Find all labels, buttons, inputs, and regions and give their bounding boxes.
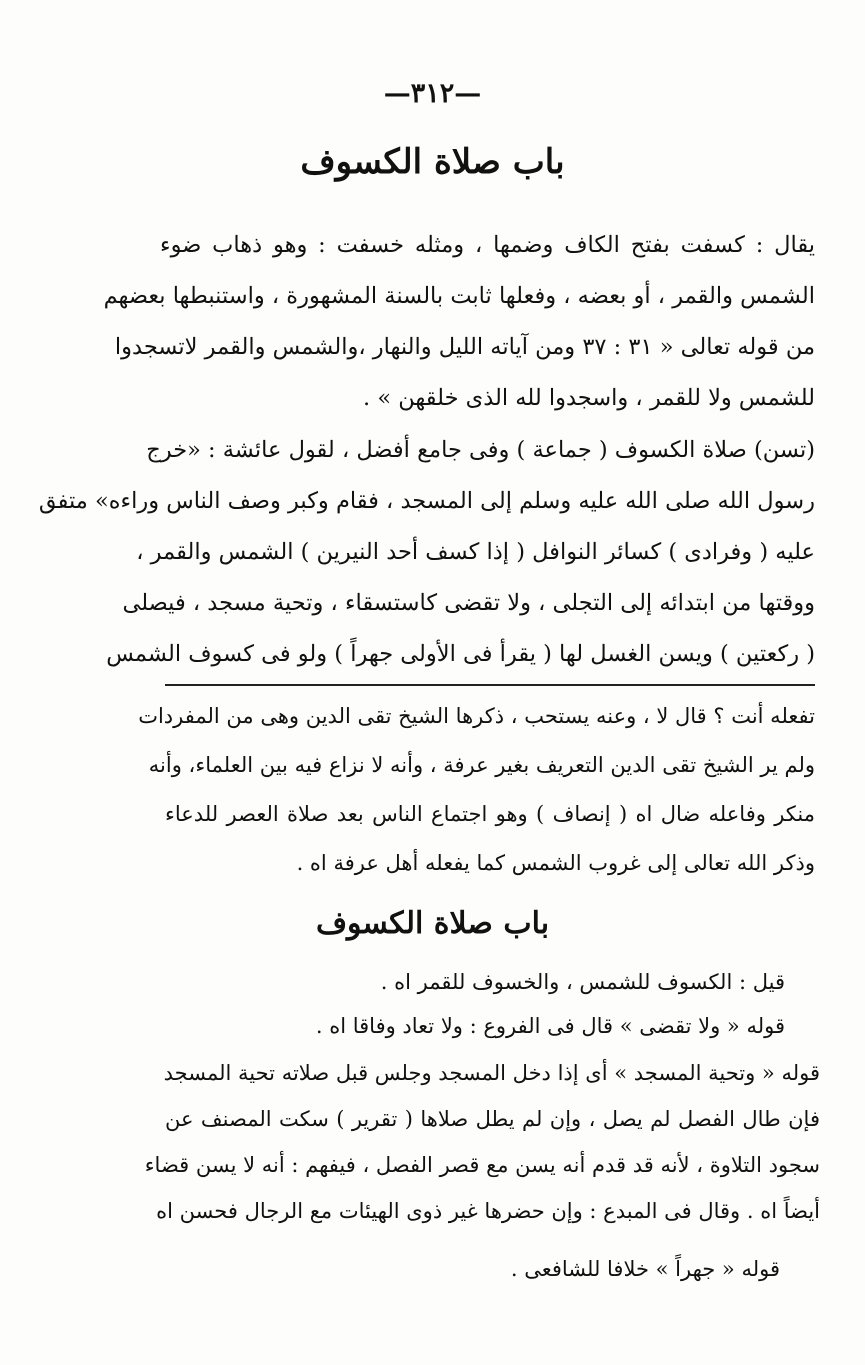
text-line: من قوله تعالى « ٣١ : ٣٧ ومن آياته الليل والنهار ،والشمس والقمر لاتسجدوا [114, 334, 815, 360]
footnote-line: قوله « جهراً » خلافا للشافعى . [510, 1257, 780, 1281]
text-line: ( ركعتين ) ويسن الغسل لها ( يقرأ فى الأولى جهراً ) ولو فى كسوف الشمس [106, 641, 815, 667]
page-number: —٣١٢— [383, 78, 482, 109]
footnote-line: منكر وفاعله ضال اه ( إنصاف ) وهو اجتماع الناس بعد صلاة العصر للدعاء [165, 802, 815, 826]
text-line: رسول الله صلى الله عليه وسلم إلى المسجد ، فقام وكبر وصف الناس وراءه» متفق [38, 488, 815, 514]
footnote-line: تفعله أنت ؟ قال لا ، وعنه يستحب ، ذكرها الشيخ تقى الدين وهى من المفردات [138, 704, 815, 728]
text-line: عليه ( وفرادى ) كسائر النوافل ( إذا كسف أحد النيرين ) الشمس والقمر ، [136, 539, 815, 565]
footnote-line: ولم ير الشيخ تقى الدين التعريف بغير عرفة ، وأنه لا نزاع فيه بين العلماء، وأنه [148, 753, 815, 777]
text-line: الشمس والقمر ، أو بعضه ، وفعلها ثابت بالسنة المشهورة ، واستنبطها بعضهم [103, 283, 815, 309]
footnote-line: قوله « ولا تقضى » قال فى الفروع : ولا تعاد وفاقا اه . [315, 1014, 785, 1038]
text-line: (تسن) صلاة الكسوف ( جماعة ) وفى جامع أفضل ، لقول عائشة : «خرج [146, 437, 815, 463]
footnote-section-heading: باب صلاة الكسوف [315, 906, 550, 941]
text-line: ووقتها من ابتدائه إلى التجلى ، ولا تقضى كاستسقاء ، وتحية مسجد ، فيصلى [122, 590, 815, 616]
chapter-title: باب صلاة الكسوف [300, 142, 565, 182]
footnote-line: فإن طال الفصل لم يصل ، وإن لم يطل صلاها ( تقرير ) سكت المصنف عن [165, 1107, 820, 1131]
footnote-block-4 [360, 1244, 780, 1294]
footnote-block-2 [240, 960, 785, 1048]
text-line: يقال : كسفت بفتح الكاف وضمها ، ومثله خسفت : وهو ذهاب ضوء [160, 232, 815, 258]
footnote-divider [165, 684, 815, 686]
footnote-line: سجود التلاوة ، لأنه قد قدم أنه يسن مع قصر الفصل ، فيفهم : أنه لا يسن قضاء [144, 1153, 820, 1177]
main-paragraph-1 [103, 220, 815, 424]
footnote-line: أيضاً اه . وقال فى المبدع : وإن حضرها غير ذوى الهيئات مع الرجال فحسن اه [156, 1199, 820, 1223]
footnote-line: قيل : الكسوف للشمس ، والخسوف للقمر اه . [380, 970, 785, 994]
footnote-block-1 [138, 692, 815, 888]
footnote-block-3 [144, 1050, 820, 1234]
text-line: للشمس ولا للقمر ، واسجدوا لله الذى خلقهن » . [363, 385, 815, 411]
footnote-line: قوله « وتحية المسجد » أى إذا دخل المسجد وجلس قبل صلاته تحية المسجد [163, 1061, 820, 1085]
footnote-line: وذكر الله تعالى إلى غروب الشمس كما يفعله أهل عرفة اه . [296, 851, 815, 875]
main-paragraph-2 [38, 425, 815, 680]
